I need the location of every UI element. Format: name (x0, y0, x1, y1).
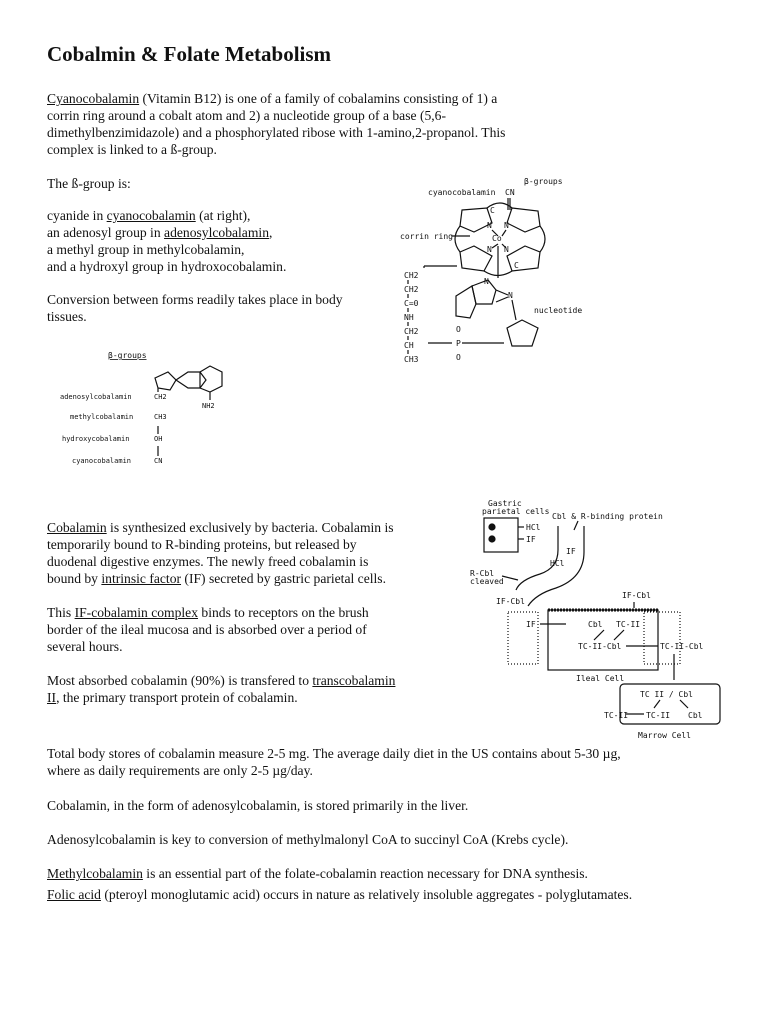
transcobalamin-link[interactable]: transcobalamin (312, 673, 396, 688)
svg-text:TC-II: TC-II (646, 711, 671, 720)
svg-text:TC-II: TC-II (616, 620, 641, 629)
svg-text:IF-Cbl: IF-Cbl (496, 597, 525, 606)
methylcobalamin-paragraph: Methylcobalamin is an essential part of the folate-cobalamin reaction necessary for DNA synthesis. (47, 866, 588, 881)
svg-text:TC-II-Cbl: TC-II-Cbl (578, 642, 622, 651)
svg-text:C: C (490, 206, 495, 215)
ileal-cell-label: Ileal Cell (576, 674, 625, 683)
beta-groups-figure (60, 348, 240, 470)
svg-text:CH3: CH3 (154, 413, 167, 421)
svg-text:IF: IF (526, 535, 536, 544)
fig-label-cyanocobalamin: cyanocobalamin (428, 188, 496, 197)
svg-text:CH3: CH3 (404, 355, 419, 364)
svg-text:IF: IF (566, 547, 576, 556)
fig-label-beta-groups: β-groups (524, 177, 563, 186)
svg-text:P: P (456, 339, 461, 348)
svg-text:N: N (487, 245, 492, 254)
svg-text:NH: NH (404, 313, 414, 322)
cobalamin-absorption-figure (466, 494, 728, 742)
svg-text:O: O (456, 325, 461, 334)
svg-text:N: N (508, 291, 513, 300)
svg-text:N: N (484, 277, 489, 286)
svg-text:IF: IF (526, 620, 536, 629)
cyanocobalamin-link-2[interactable]: cyanocobalamin (106, 208, 196, 223)
svg-text:cleaved: cleaved (470, 577, 504, 586)
beta-intro: The ß-group is: (47, 176, 131, 191)
svg-text:C: C (514, 261, 519, 270)
svg-text:N: N (504, 245, 509, 254)
svg-text:NH2: NH2 (202, 402, 215, 410)
svg-text:N: N (487, 221, 492, 230)
folic-acid-link[interactable]: Folic acid (47, 887, 101, 902)
svg-text:Gastric: Gastric (488, 499, 522, 508)
svg-text:adenosylcobalamin: adenosylcobalamin (60, 393, 132, 401)
svg-text:Cbl & R-binding protein: Cbl & R-binding protein (552, 512, 663, 521)
side-chain-labels (404, 271, 419, 364)
if-cobalamin-complex-link[interactable]: IF-cobalamin complex (74, 605, 199, 620)
svg-text:TC-II-Cbl: TC-II-Cbl (660, 642, 704, 651)
svg-text:cyanocobalamin: cyanocobalamin (72, 457, 132, 465)
svg-text:R-Cbl: R-Cbl (470, 569, 495, 578)
svg-text:CH2: CH2 (404, 271, 419, 280)
intrinsic-factor-link[interactable]: intrinsic factor (101, 571, 182, 586)
svg-text:methylcobalamin: methylcobalamin (70, 413, 134, 421)
cyanocobalamin-link[interactable]: Cyanocobalamin (47, 91, 140, 106)
svg-text:parietal cells: parietal cells (482, 507, 550, 516)
svg-text:TC II / Cbl: TC II / Cbl (640, 690, 693, 699)
fig-label-nucleotide: nucleotide (534, 306, 582, 315)
methylcobalamin-link[interactable]: Methylcobalamin (47, 866, 143, 881)
marrow-cell-label: Marrow Cell (638, 731, 691, 740)
svg-text:OH: OH (154, 435, 163, 443)
if-complex-paragraph: This IF-cobalamin complex binds to receptors on the brush border of the ileal mucosa and is absorbed over a period of several hours. (47, 605, 369, 654)
transcobalamin-link-2[interactable]: II (47, 690, 57, 705)
svg-text:TC-II: TC-II (604, 711, 629, 720)
svg-text:HCl: HCl (550, 559, 565, 568)
svg-text:CH2: CH2 (404, 327, 419, 336)
body-stores-paragraph: Total body stores of cobalamin measure 2-5 mg. The average daily diet in the US contains about 5-30 µg, where as daily requirements are only 2-5 µg/day. (47, 746, 621, 778)
svg-text:CH: CH (404, 341, 414, 350)
svg-text:CN: CN (505, 188, 515, 197)
fig-label-corrin-ring: corrin ring (400, 232, 453, 241)
intro-paragraph: Cyanocobalamin (Vitamin B12) is one of a family of cobalamins consisting of 1) a corrin ring around a cobalt atom and 2) a nucleotide group of a base (5,6- dimethylbenzimidazole) and a phosphorylated ribose with 1-amino,2-propanol. This complex is linked to a ß-group. (47, 91, 506, 157)
folic-acid-paragraph: Folic acid (pteroyl monoglutamic acid) occurs in nature as relatively insoluble aggregates - polyglutamates. (47, 887, 633, 902)
svg-text:HCl: HCl (526, 523, 541, 532)
storage-paragraph: Cobalamin, in the form of adenosylcobalamin, is stored primarily in the liver. (47, 798, 469, 813)
svg-text:Cbl: Cbl (588, 620, 603, 629)
svg-text:O: O (456, 353, 461, 362)
svg-text:CH2: CH2 (154, 393, 167, 401)
svg-text:IF-Cbl: IF-Cbl (622, 591, 651, 600)
adenosylcobalamin-link[interactable]: adenosylcobalamin (164, 225, 269, 240)
cobalamin-paragraph: Cobalamin is synthesized exclusively by bacteria. Cobalamin is temporarily bound to R-binding proteins, but released by duodenal digestive enzymes. The newly freed cobalamin is bound by intrinsic factor (IF) secreted by gastric parietal cells. (47, 520, 394, 586)
svg-text:C=0: C=0 (404, 299, 419, 308)
cobalamin-link[interactable]: Cobalamin (47, 520, 107, 535)
svg-text:CN: CN (154, 457, 163, 465)
cyanocobalamin-structure-figure (392, 168, 582, 368)
transcobalamin-paragraph: Most absorbed cobalamin (90%) is transfered to transcobalamin II, the primary transport protein of cobalamin. (47, 673, 396, 705)
svg-text:CH2: CH2 (404, 285, 419, 294)
svg-text:Cbl: Cbl (688, 711, 703, 720)
cobalt-atom: Co (492, 234, 502, 243)
beta-groups-heading: β-groups (108, 351, 147, 360)
beta-list: cyanide in cyanocobalamin (at right), an adenosyl group in adenosylcobalamin, a methyl group in methylcobalamin, and a hydroxyl group in hydroxocobalamin. (47, 208, 287, 274)
page-title: Cobalmin & Folate Metabolism (47, 42, 332, 66)
svg-text:N: N (504, 221, 509, 230)
conversion-paragraph: Conversion between forms readily takes place in body tissues. (47, 292, 343, 324)
svg-text:hydroxycobalamin: hydroxycobalamin (62, 435, 130, 443)
krebs-paragraph: Adenosylcobalamin is key to conversion of methylmalonyl CoA to succinyl CoA (Krebs cycle). (47, 832, 569, 847)
